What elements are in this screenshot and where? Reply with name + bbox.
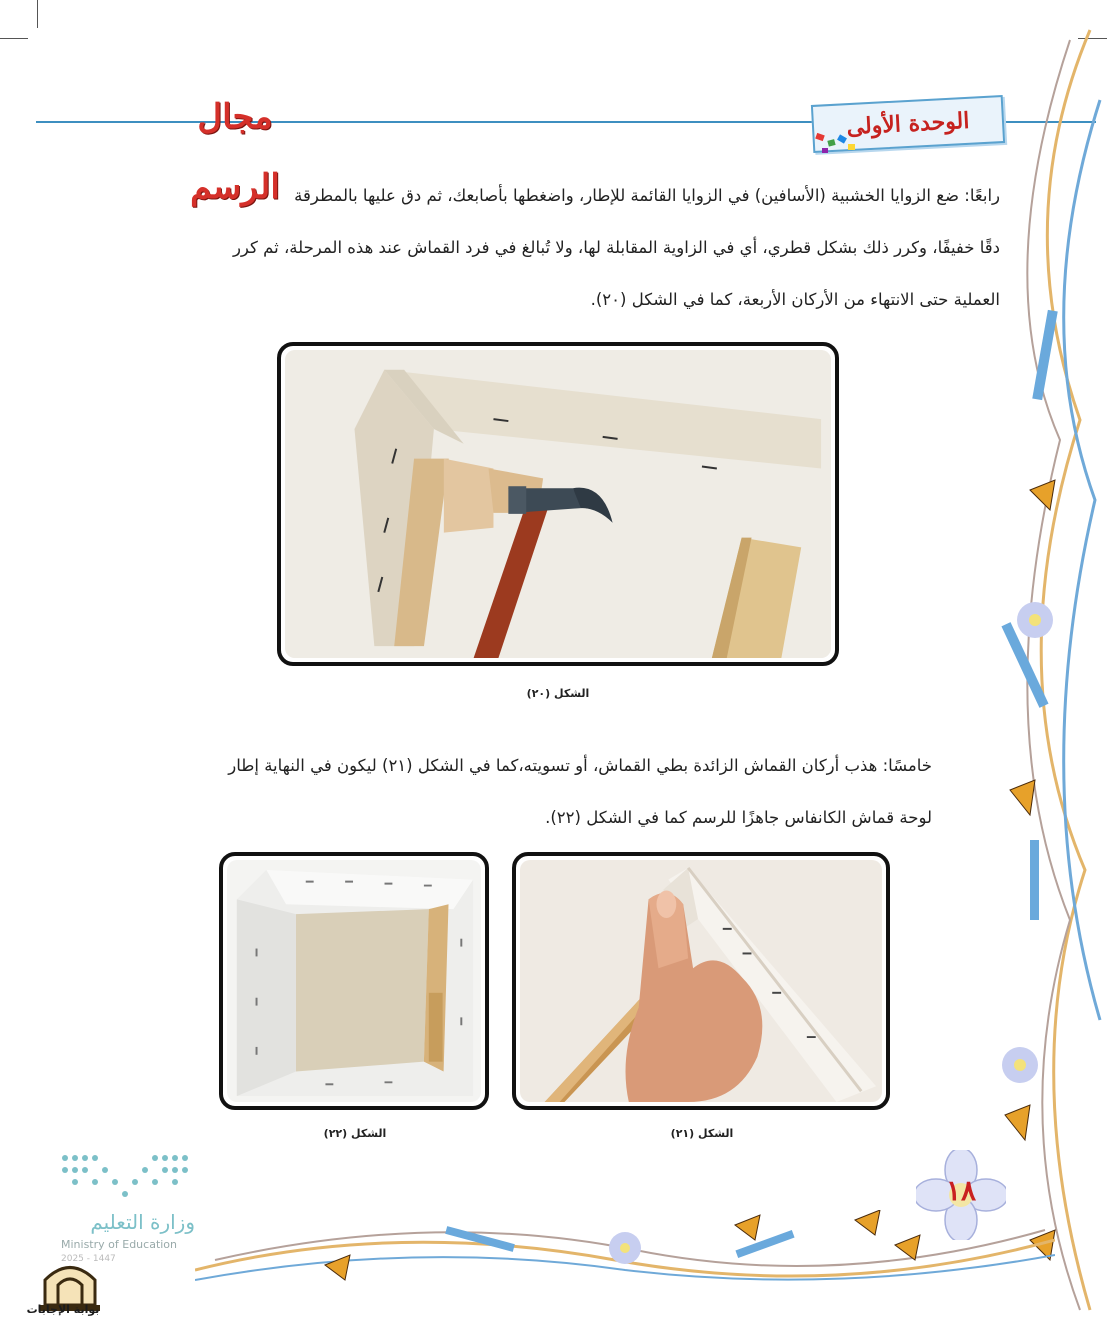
floral-border-decoration [990, 20, 1107, 1320]
step4-line-1: رابعًا: ضع الزوايا الخشبية (الأسافين) في الزوايا القائمة للإطار، واضغطها بأصابعك، ثم دق عليها بالمطرقة [294, 186, 1000, 205]
field-title: مجال الرسم [190, 97, 280, 207]
hammer-canvas-illustration [285, 350, 831, 658]
step5-line-1: خامسًا: هذب أركان القماش الزائدة بطي القماش، أو تسويته،كما في الشكل (٢١) ليكون في النهاية إطار [228, 756, 932, 775]
figure-22-photo [219, 852, 489, 1110]
ministry-dots-icon [55, 1150, 205, 1205]
flower-icon-1 [1017, 602, 1053, 638]
page-number: ١٨ [945, 1174, 977, 1207]
folding-corner-illustration [520, 860, 882, 1102]
flower-icon-2 [1002, 1047, 1038, 1083]
step5-paragraph [132, 740, 932, 844]
step4-paragraph [132, 170, 1000, 326]
ministry-name-ar: وزارة التعليم [90, 1210, 195, 1234]
step4-line-3: العملية حتى الانتهاء من الأركان الأربعة، كما في الشكل (٢٠). [590, 290, 1000, 309]
figure-22-caption: الشكل (٢٢) [323, 1127, 387, 1140]
crop-mark-top-left-vertical [37, 0, 38, 28]
ministry-name-en: Ministry of Education [61, 1238, 178, 1251]
figure-21-caption: الشكل (٢١) [670, 1127, 734, 1140]
ministry-logo [55, 1150, 205, 1270]
edition-year: 2025 - 1447 [61, 1254, 116, 1264]
figure-20-photo [277, 342, 839, 666]
confetti-icon [812, 130, 862, 160]
unit-title: الوحدة الأولى [845, 107, 971, 141]
figure-21-photo [512, 852, 890, 1110]
crop-mark-top-left [0, 38, 28, 39]
site-logo-label: بوابة الإجابات [26, 1303, 100, 1316]
step5-line-2: لوحة قماش الكانفاس جاهزًا للرسم كما في الشكل (٢٢). [545, 808, 932, 827]
figure-20-caption: الشكل (٢٠) [526, 687, 590, 700]
finished-canvas-illustration [227, 860, 481, 1102]
page-number-badge [916, 1150, 1006, 1240]
step4-line-2: دقًا خفيفًا، وكرر ذلك بشكل قطري، أي في الزاوية المقابلة لها، ولا تُبالغ في فرد القماش عند هذه المرحلة، ثم كرر [232, 238, 1000, 257]
